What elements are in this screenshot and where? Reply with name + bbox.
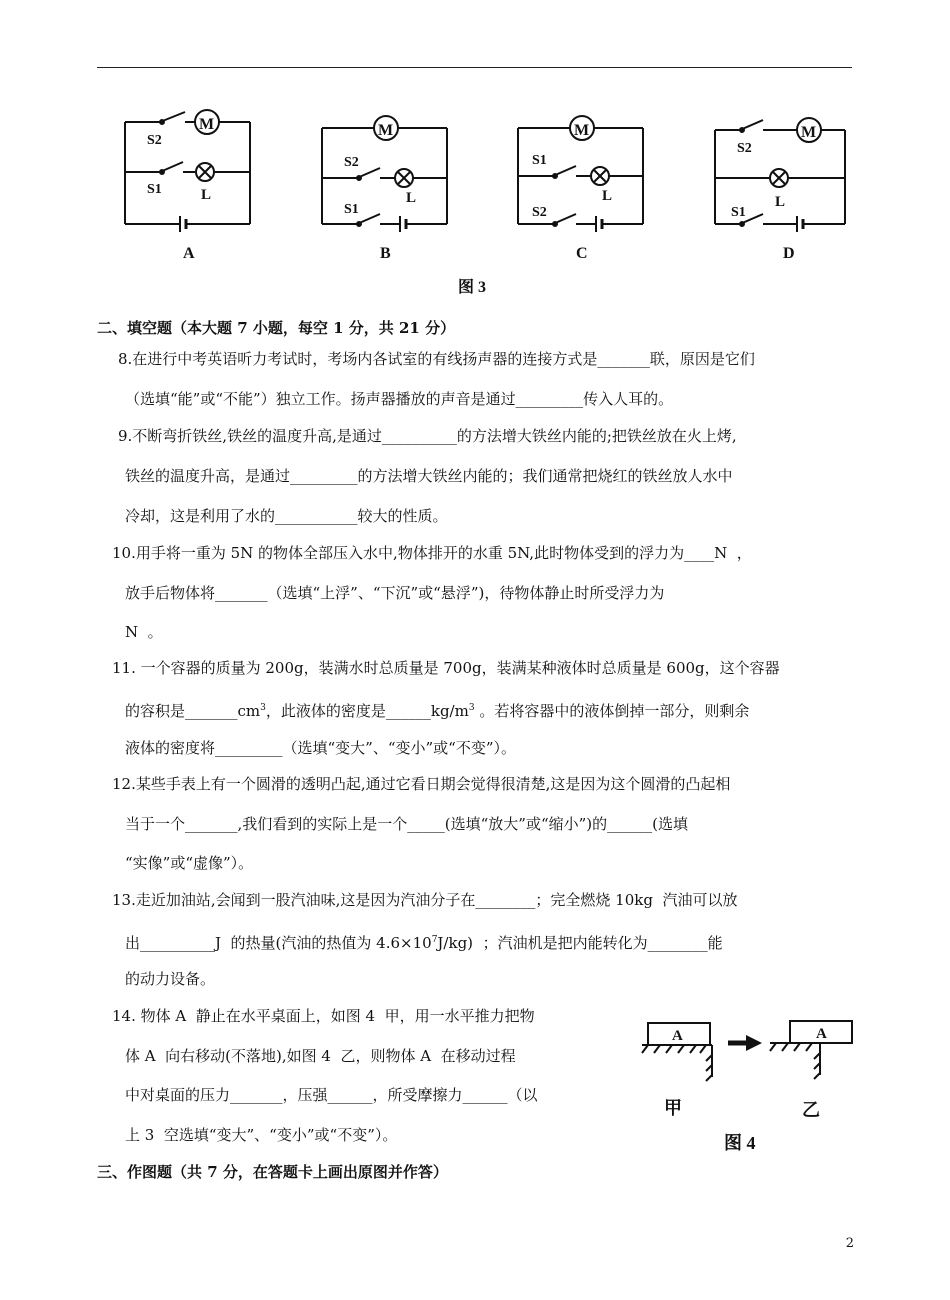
motor-label: M (801, 124, 817, 141)
q11-line2-part3: 。若将容器中的液体倒掉一部分，则剩余 (474, 702, 750, 720)
q11-line2 (125, 698, 749, 721)
q11-line3: 液体的密度将_________（选填“变大”、“变小”或“不变”）。 (125, 739, 517, 757)
q11-line2-part1: 的容积是_______cm (125, 702, 261, 720)
motor-label: M (574, 122, 590, 139)
figure-3-caption: 图 3 (458, 279, 487, 296)
q12-line2: 当于一个_______,我们看到的实际上是一个_____(选填“放大”或“缩小”)的______(选填 (125, 815, 689, 833)
q14-line2: 体 A 向右移动(不落地),如图 4 乙，则物体 A 在移动过程 (125, 1047, 516, 1065)
q10-line1: 10.用手将一重为 5N 的物体全部压入水中,物体排开的水重 5N,此时物体受到的浮力为____N ， (112, 544, 752, 562)
circuit-a (125, 110, 250, 262)
q14-line3: 中对桌面的压力_______，压强______，所受摩擦力______（以 (125, 1086, 538, 1104)
circuit-label: B (380, 245, 391, 262)
motor-label: M (199, 116, 215, 133)
q10-line3: N 。 (125, 623, 163, 641)
lamp-label: L (602, 188, 613, 204)
block-a-label-moved: A (816, 1026, 827, 1042)
figure-3 (110, 100, 850, 270)
q10-line2: 放手后物体将_______（选填“上浮”、“下沉”或“悬浮”)，待物体静止时所受浮力为 (125, 584, 665, 602)
q13-line2-part2: J/kg) ；汽油机是把内能转化为________能 (437, 934, 723, 952)
q9-line1: 9.不断弯折铁丝,铁丝的温度升高,是通过__________的方法增大铁丝内能的;把铁丝放在火上烤, (118, 427, 737, 445)
lamp-label: L (201, 187, 212, 203)
circuit-label: D (783, 245, 795, 262)
q12-line1: 12.某些手表上有一个圆滑的透明凸起,通过它看日期会觉得很清楚,这是因为这个圆滑的凸起相 (112, 775, 731, 793)
q11-line1: 11. 一个容器的质量为 200g，装满水时总质量是 700g，装满某种液体时总质量是 600g，这个容器 (112, 659, 780, 677)
section-2-title: 二、填空题（本大题 7 小题，每空 1 分，共 21 分） (97, 319, 456, 337)
q9-line3: 冷却，这是利用了水的___________较大的性质。 (125, 507, 448, 525)
motor-label: M (378, 122, 394, 139)
circuit-diagrams (110, 100, 850, 270)
switch-s1-label: S1 (344, 202, 359, 217)
circuit-label: A (183, 245, 195, 262)
switch-s1-label: S1 (147, 182, 162, 197)
q13-line2 (125, 930, 723, 953)
q14-line1: 14. 物体 A 静止在水平桌面上，如图 4 甲，用一水平推力把物 (112, 1007, 535, 1025)
q13-line3: 的动力设备。 (125, 970, 216, 988)
q13-line2-part1: 出__________J 的热量(汽油的热值为 4.6×10 (125, 934, 432, 952)
switch-s2-label: S2 (737, 141, 752, 156)
label-jia: 甲 (664, 1098, 682, 1118)
figure-4-caption: 图 4 (724, 1133, 756, 1153)
superscript-7: 7 (431, 935, 438, 945)
q9-line2: 铁丝的温度升高，是通过_________的方法增大铁丝内能的；我们通常把烧红的铁丝放人水中 (125, 467, 733, 485)
block-a-label: A (672, 1028, 683, 1044)
block-push-diagram (640, 1015, 860, 1165)
superscript-3: 3 (468, 703, 475, 713)
section-3-title: 三、作图题（共 7 分，在答题卡上画出原图并作答） (97, 1163, 448, 1181)
switch-s1-label: S1 (532, 153, 547, 168)
circuit-c (518, 116, 643, 262)
superscript-3: 3 (260, 703, 266, 713)
circuit-label: C (576, 245, 588, 262)
q13-line1: 13.走近加油站,会闻到一股汽油味,这是因为汽油分子在________；完全燃烧 10kg 汽油可以放 (112, 891, 738, 909)
switch-s2-label: S2 (532, 205, 547, 220)
lamp-label: L (406, 190, 417, 206)
label-yi: 乙 (802, 1100, 820, 1120)
switch-s1-label: S1 (731, 205, 746, 220)
circuit-b (322, 116, 447, 262)
q8-line1: 8.在进行中考英语听力考试时，考场内各试室的有线扬声器的连接方式是_______联，原因是它们 (118, 350, 755, 368)
q12-line3: “实像”或“虚像”）。 (125, 854, 254, 872)
figure-4 (640, 1015, 860, 1165)
switch-s2-label: S2 (344, 155, 359, 170)
q14-line4: 上 3 空选填“变大”、“变小”或“不变”）。 (125, 1126, 398, 1144)
header-rule (97, 67, 852, 68)
circuit-d (715, 118, 845, 262)
q11-line2-part2: ，此液体的密度是______kg/m (265, 702, 469, 720)
q8-line2: （选填“能”或“不能”）独立工作。扬声器播放的声音是通过_________传入人耳的。 (125, 390, 674, 408)
switch-s2-label: S2 (147, 133, 162, 148)
lamp-label: L (775, 194, 786, 210)
page-number: 2 (845, 1236, 854, 1251)
